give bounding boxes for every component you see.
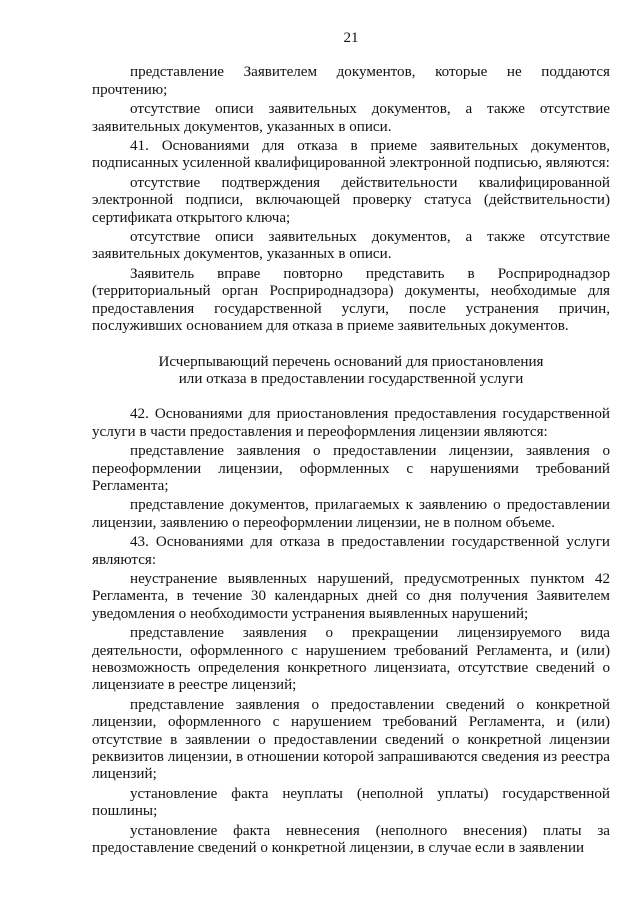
paragraph-license-info-application: представление заявления о предоставлении сведений о конкретной лицензии, оформленного с нарушением требований Регламента, и (или) отсутствие в заявлении о предоставлении сведений о конкретной лицензии реквизитов лицензии, в отношении которой запрашиваются сведения из реестра лицензий; <box>92 696 610 783</box>
paragraph-item-42: 42. Основаниями для приостановления предоставления государственной услуги в части предоставления и переоформления лицензии являются: <box>92 406 610 440</box>
page-number: 21 <box>343 30 359 46</box>
paragraph-payment-nonpayment: установление факта невнесения (неполного внесения) платы за предоставление сведений о конкретной лицензии, в случае если в заявлении <box>92 822 610 857</box>
paragraph-no-inventory-2: отсутствие описи заявительных документов, а также отсутствие заявительных документов, указанных в описи. <box>92 229 610 263</box>
paragraph-fee-nonpayment: установление факта неуплаты (неполной уплаты) государственной пошлины; <box>92 785 610 820</box>
heading-line-2: или отказа в предоставлении государственной услуги <box>178 370 524 387</box>
paragraph-unreadable-docs: представление Заявителем документов, которые не поддаются прочтению; <box>92 64 610 98</box>
paragraph-termination-application: представление заявления о прекращении лицензируемого вида деятельности, оформленного с нарушением требований Регламента, и (или) невозможность определения конкретного лицензиата, отсутствие сведений о лицензиате в реестре лицензий; <box>92 625 610 694</box>
heading-line-1: Исчерпывающий перечень оснований для приостановления <box>158 353 544 370</box>
paragraph-application-violations: представление заявления о предоставлении лицензии, заявления о переоформлении лицензии, оформленных с нарушениями требований Регламента; <box>92 443 610 494</box>
document-page <box>92 30 610 859</box>
paragraph-item-41: 41. Основаниями для отказа в приеме заявительных документов, подписанных усиленной квалифицированной электронной подписью, являются: <box>92 138 610 172</box>
paragraph-unresolved-violations: неустранение выявленных нарушений, предусмотренных пунктом 42 Регламента, в течение 30 календарных дней со дня получения Заявителем уведомления о необходимости устранения выявленных нарушений; <box>92 570 610 622</box>
paragraph-no-signature-confirmation: отсутствие подтверждения действительности квалифицированной электронной подписи, включающей проверку статуса (действительности) сертификата открытого ключа; <box>92 174 610 226</box>
paragraph-resubmission: Заявитель вправе повторно представить в Росприроднадзор (территориальный орган Росприроднадзора) документы, необходимые для предоставления государственной услуги, после устранения причин, послуживших основанием для отказа в приеме заявительных документов. <box>92 265 610 335</box>
paragraph-item-43: 43. Основаниями для отказа в предоставлении государственной услуги являются: <box>92 534 610 568</box>
paragraph-no-inventory: отсутствие описи заявительных документов, а также отсутствие заявительных документов, указанных в описи. <box>92 101 610 135</box>
section-heading <box>92 354 610 389</box>
paragraph-incomplete-docs: представление документов, прилагаемых к заявлению о предоставлении лицензии, заявлению о переоформлении лицензии, не в полном объеме. <box>92 497 610 531</box>
